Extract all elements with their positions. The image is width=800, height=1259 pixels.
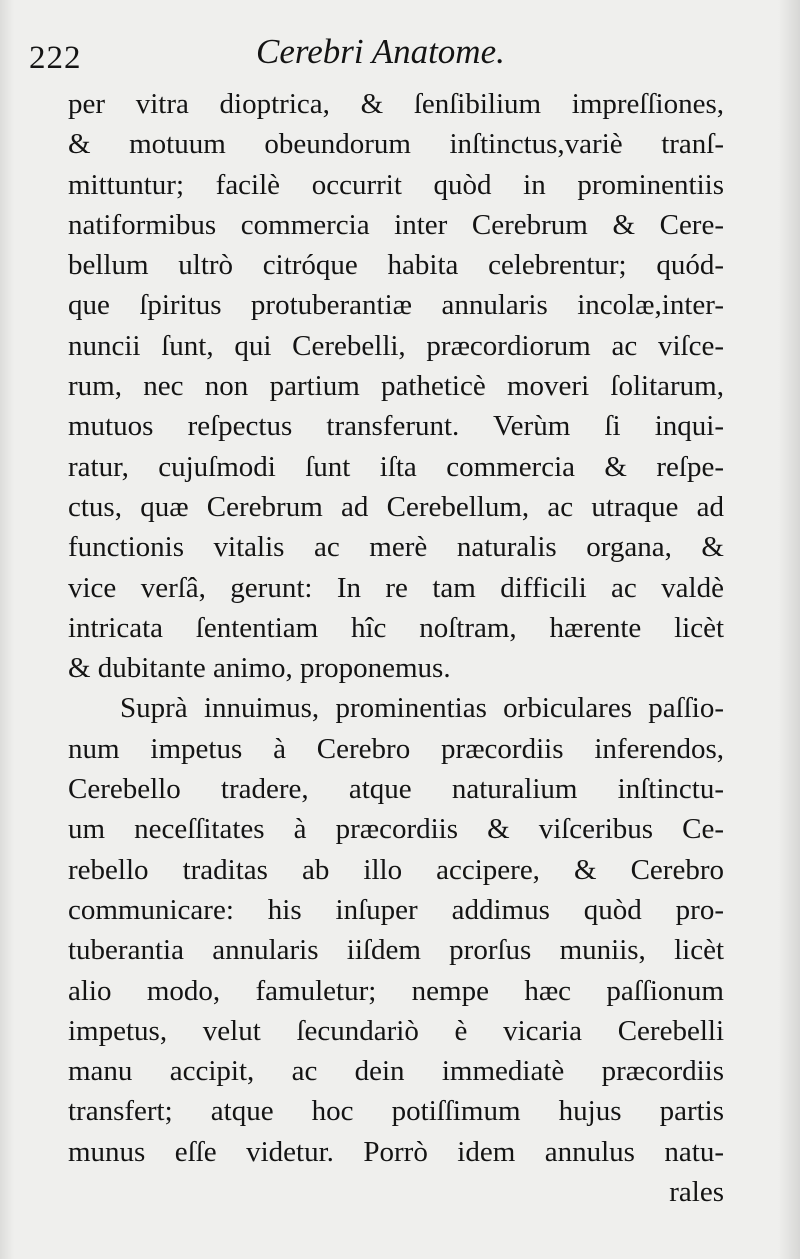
text-line: functionis vitalis ac merè naturalis organa, & bbox=[68, 531, 724, 564]
text-line: & dubitante animo, proponemus. bbox=[68, 652, 451, 685]
text-line: rebello traditas ab illo accipere, & Cerebro bbox=[68, 853, 724, 886]
text-line: mutuos reſpectus transferunt. Verùm ſi inqui- bbox=[68, 410, 724, 443]
text-line: & motuum obeundorum inſtinctus,variè tranſ- bbox=[68, 128, 724, 161]
text-line: Suprà innuimus, prominentias orbiculares paſſio- bbox=[120, 692, 724, 725]
page-edge-shadow bbox=[778, 0, 800, 1259]
text-line: que ſpiritus protuberantiæ annularis incolæ,inter- bbox=[68, 289, 724, 322]
text-line: transfert; atque hoc potiſſimum hujus partis bbox=[68, 1095, 724, 1128]
text-line: communicare: his inſuper addimus quòd pro- bbox=[68, 893, 724, 926]
text-line: vice verſâ, gerunt: In re tam difficili ac valdè bbox=[68, 571, 724, 604]
text-line: per vitra dioptrica, & ſenſibilium impreſſiones, bbox=[68, 88, 724, 120]
text-line: intricata ſententiam hîc noſtram, hærente licèt bbox=[68, 611, 724, 644]
text-line: alio modo, famuletur; nempe hæc paſſionum bbox=[68, 974, 724, 1007]
text-line: ratur, cujuſmodi ſunt iſta commercia & reſpe- bbox=[68, 450, 724, 483]
text-line: rum, nec non partium patheticè moveri ſolitarum, bbox=[68, 370, 724, 403]
text-line: um neceſſitates à præcordiis & viſceribus Ce- bbox=[68, 813, 724, 846]
text-line: num impetus à Cerebro præcordiis inferendos, bbox=[68, 732, 724, 765]
running-head: Cerebri Anatome. bbox=[256, 32, 505, 71]
text-line: munus eſſe videtur. Porrò idem annulus natu- bbox=[68, 1135, 724, 1168]
body-text bbox=[68, 84, 724, 1212]
page-gutter-shadow bbox=[0, 0, 14, 1259]
text-line: bellum ultrò citróque habita celebrentur; quód- bbox=[68, 249, 724, 282]
text-line: manu accipit, ac dein immediatè præcordiis bbox=[68, 1055, 724, 1088]
text-line: ctus, quæ Cerebrum ad Cerebellum, ac utraque ad bbox=[68, 490, 724, 523]
text-line: natiformibus commercia inter Cerebrum & Cere- bbox=[68, 208, 724, 241]
text-line: nuncii ſunt, qui Cerebelli, præcordiorum ac viſce- bbox=[68, 329, 724, 362]
page-number: 222 bbox=[29, 40, 82, 76]
text-line: Cerebello tradere, atque naturalium inſtinctu- bbox=[68, 773, 724, 806]
text-line: mittuntur; facilè occurrit quòd in prominentiis bbox=[68, 168, 724, 201]
text-line: tuberantia annularis iiſdem prorſus muniis, licèt bbox=[68, 934, 724, 967]
text-line: impetus, velut ſecundariò è vicaria Cerebelli bbox=[68, 1014, 724, 1047]
catchword: rales bbox=[669, 1176, 724, 1209]
